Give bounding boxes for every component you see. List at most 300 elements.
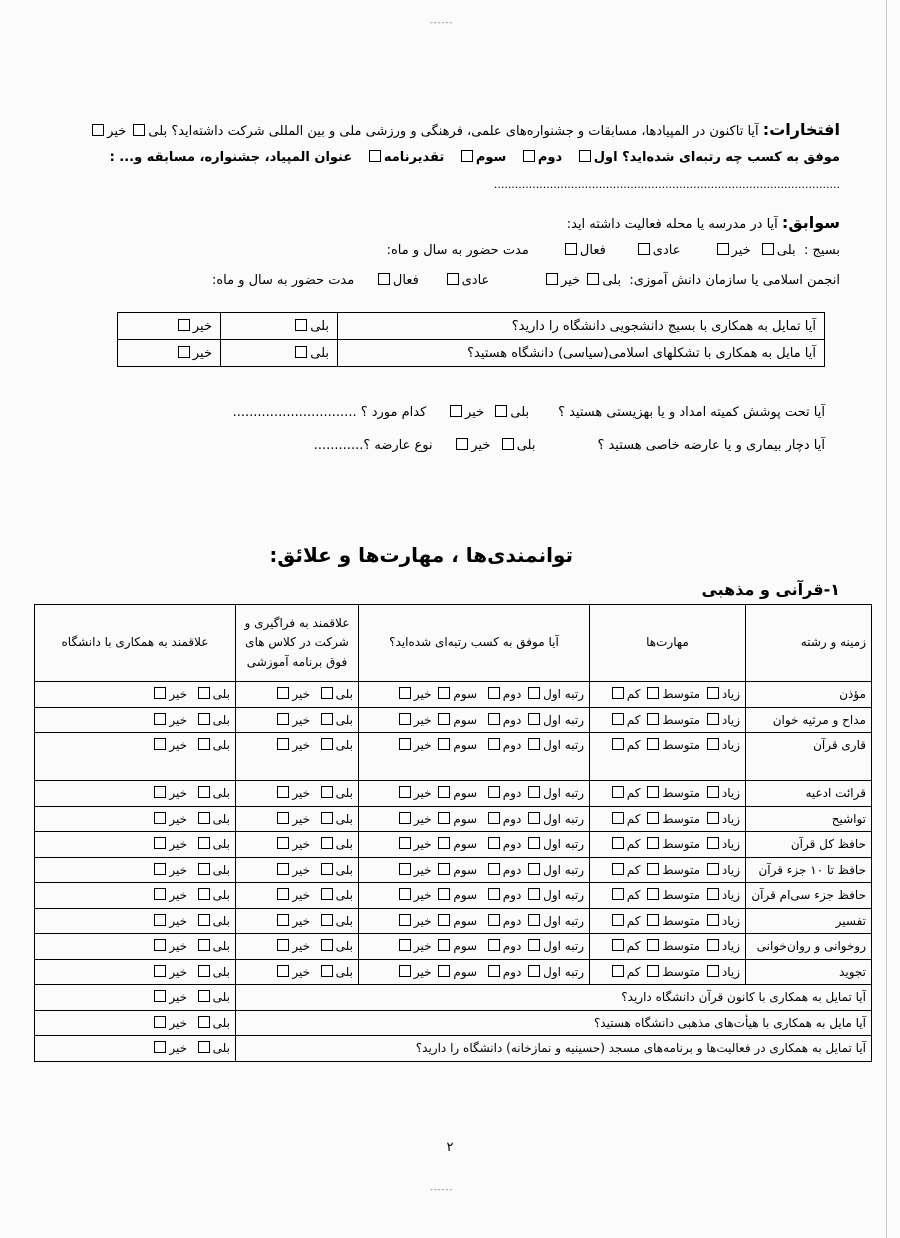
no-label: خیر <box>561 273 581 288</box>
training-yes-checkbox[interactable] <box>321 965 333 977</box>
high-checkbox[interactable] <box>707 965 719 977</box>
first-label: رتبه اول <box>543 862 584 877</box>
cooperation-table <box>117 312 825 367</box>
none-checkbox[interactable] <box>399 914 411 926</box>
first-rank-checkbox[interactable] <box>579 150 591 162</box>
coop-yes-checkbox[interactable] <box>198 812 210 824</box>
low-checkbox[interactable] <box>612 863 624 875</box>
coop-no-checkbox[interactable] <box>154 888 166 900</box>
first-checkbox[interactable] <box>528 965 540 977</box>
third-checkbox[interactable] <box>438 888 450 900</box>
third-checkbox[interactable] <box>438 738 450 750</box>
second-checkbox[interactable] <box>488 863 500 875</box>
third-checkbox[interactable] <box>438 939 450 951</box>
training-no-checkbox[interactable] <box>277 914 289 926</box>
coop-yes-checkbox[interactable] <box>198 738 210 750</box>
second-label: دوم <box>502 811 522 826</box>
first-label: رتبه اول <box>543 837 584 852</box>
yes-cell <box>221 340 338 367</box>
yes-checkbox[interactable] <box>198 1041 210 1053</box>
first-checkbox[interactable] <box>528 888 540 900</box>
none-checkbox[interactable] <box>399 863 411 875</box>
no-label: خیر <box>169 837 188 852</box>
basij-yes-checkbox[interactable] <box>762 243 774 255</box>
third-rank-checkbox[interactable] <box>461 150 473 162</box>
yes-label: بلی <box>335 712 353 727</box>
first-checkbox[interactable] <box>528 837 540 849</box>
no-label: خیر <box>292 913 311 928</box>
rank-cell <box>359 682 590 708</box>
islamic-line <box>40 273 840 288</box>
page-number: ۲ <box>446 1140 454 1155</box>
skills-cell <box>590 959 746 985</box>
high-checkbox[interactable] <box>707 812 719 824</box>
yes-label: بلی <box>212 862 230 877</box>
mid-checkbox[interactable] <box>647 939 659 951</box>
high-checkbox[interactable] <box>707 837 719 849</box>
no-label: خیر <box>731 243 751 258</box>
coop-yes-checkbox[interactable] <box>198 863 210 875</box>
yes-label: بلی <box>212 786 230 801</box>
second-label: دوم <box>502 837 522 852</box>
no-label: خیر <box>292 786 311 801</box>
coop-yes-checkbox[interactable] <box>198 914 210 926</box>
answer-cell <box>35 1036 236 1062</box>
illness-question: آیا دچار بیماری و یا عارضه خاصی هستید ؟ <box>597 438 825 453</box>
training-no-checkbox[interactable] <box>277 713 289 725</box>
table-row <box>35 781 872 807</box>
no-label: خیر <box>169 687 188 702</box>
third-checkbox[interactable] <box>438 786 450 798</box>
coop-no-checkbox[interactable] <box>154 713 166 725</box>
training-yes-checkbox[interactable] <box>321 687 333 699</box>
third-checkbox[interactable] <box>438 965 450 977</box>
no-checkbox[interactable] <box>154 1041 166 1053</box>
low-checkbox[interactable] <box>612 687 624 699</box>
mid-checkbox[interactable] <box>647 687 659 699</box>
table-row <box>35 1010 872 1036</box>
second-label: دوم <box>502 888 522 903</box>
table-row <box>35 985 872 1011</box>
first-checkbox[interactable] <box>528 914 540 926</box>
third-label: سوم <box>453 712 478 727</box>
mid-checkbox[interactable] <box>647 965 659 977</box>
low-label: کم <box>626 687 641 702</box>
training-no-checkbox[interactable] <box>277 687 289 699</box>
no-label: خیر <box>169 811 188 826</box>
basij-no-checkbox[interactable] <box>717 243 729 255</box>
yes-checkbox[interactable] <box>133 124 145 136</box>
third-label: سوم <box>453 964 478 979</box>
coop-no-checkbox[interactable] <box>154 863 166 875</box>
none-label: خیر <box>413 811 432 826</box>
first-checkbox[interactable] <box>528 863 540 875</box>
none-checkbox[interactable] <box>399 837 411 849</box>
no-label: خیر <box>169 862 188 877</box>
coop-no-checkbox[interactable] <box>154 837 166 849</box>
second-checkbox[interactable] <box>488 837 500 849</box>
active-label: فعال <box>392 273 419 288</box>
coop-no-checkbox[interactable] <box>154 965 166 977</box>
high-checkbox[interactable] <box>707 939 719 951</box>
low-checkbox[interactable] <box>612 888 624 900</box>
skills-cell <box>590 883 746 909</box>
none-checkbox[interactable] <box>399 965 411 977</box>
field-cell: حافظ تا ۱۰ جزء قرآن <box>746 857 872 883</box>
yes-label: بلی <box>310 345 329 361</box>
second-rank-checkbox[interactable] <box>523 150 535 162</box>
coop-yes-checkbox[interactable] <box>198 687 210 699</box>
none-label: خیر <box>413 687 432 702</box>
coop-yes-checkbox[interactable] <box>198 713 210 725</box>
active-label: فعال <box>579 243 606 258</box>
none-label: خیر <box>413 913 432 928</box>
second-label: دوم <box>502 964 522 979</box>
welfare-line-1 <box>233 405 825 420</box>
second-label: دوم <box>502 738 522 752</box>
no-cell <box>118 313 221 340</box>
training-no-checkbox[interactable] <box>277 939 289 951</box>
normal-label: عادی <box>461 273 490 288</box>
training-yes-checkbox[interactable] <box>321 738 333 750</box>
coop-no-checkbox[interactable] <box>154 914 166 926</box>
table-row <box>35 806 872 832</box>
training-yes-checkbox[interactable] <box>321 786 333 798</box>
training-yes-checkbox[interactable] <box>321 888 333 900</box>
table-row <box>35 682 872 708</box>
high-checkbox[interactable] <box>707 738 719 750</box>
none-checkbox[interactable] <box>399 812 411 824</box>
yes-label: بلی <box>212 1015 230 1030</box>
mid-checkbox[interactable] <box>647 863 659 875</box>
high-label: زیاد <box>721 862 740 877</box>
none-checkbox[interactable] <box>399 786 411 798</box>
coop-yes-checkbox[interactable] <box>198 837 210 849</box>
first-label: رتبه اول <box>543 786 584 801</box>
rank-cell <box>359 832 590 858</box>
none-label: خیر <box>413 862 432 877</box>
third-label: سوم <box>453 738 478 752</box>
high-label: زیاد <box>721 888 740 903</box>
training-yes-checkbox[interactable] <box>321 837 333 849</box>
second-checkbox[interactable] <box>488 738 500 750</box>
no-checkbox[interactable] <box>92 124 104 136</box>
mid-label: متوسط <box>662 712 701 727</box>
yes-label: بلی <box>510 405 530 420</box>
cooperation-question: آیا مایل به همکاری با تشکلهای اسلامی(سیاسی) دانشگاه هستید؟ <box>338 340 825 367</box>
appreciation-checkbox[interactable] <box>369 150 381 162</box>
third-checkbox[interactable] <box>438 713 450 725</box>
cooperation-cell <box>35 832 236 858</box>
training-cell <box>236 806 359 832</box>
table-row <box>35 883 872 909</box>
third-label: سوم <box>475 150 507 165</box>
third-label: سوم <box>453 888 478 903</box>
low-label: کم <box>626 939 641 954</box>
none-label: خیر <box>413 837 432 852</box>
mid-label: متوسط <box>662 687 701 702</box>
sub-title: ۱-قرآنی و مذهبی <box>701 580 840 599</box>
coop-no-checkbox[interactable] <box>154 939 166 951</box>
training-yes-checkbox[interactable] <box>321 863 333 875</box>
rank-header: آیا موفق به کسب رتبه‌ای شده‌اید؟ <box>359 605 590 682</box>
low-checkbox[interactable] <box>612 837 624 849</box>
mid-checkbox[interactable] <box>647 738 659 750</box>
yes-label: بلی <box>212 939 230 954</box>
none-checkbox[interactable] <box>399 939 411 951</box>
training-no-checkbox[interactable] <box>277 812 289 824</box>
low-checkbox[interactable] <box>612 713 624 725</box>
no-checkbox[interactable] <box>154 990 166 1002</box>
no-label: خیر <box>292 687 311 702</box>
cooperation-cell <box>35 959 236 985</box>
appreciation-label: تقدیرنامه <box>383 150 445 165</box>
islamic-active-checkbox[interactable] <box>378 273 390 285</box>
welfare-which: کدام مورد ؟ .............................. <box>232 405 427 420</box>
mid-checkbox[interactable] <box>647 812 659 824</box>
no-checkbox[interactable] <box>178 346 190 358</box>
cooperation-cell <box>35 857 236 883</box>
high-checkbox[interactable] <box>707 914 719 926</box>
rank-cell <box>359 781 590 807</box>
first-label: رتبه اول <box>543 811 584 826</box>
high-label: زیاد <box>721 712 740 727</box>
low-checkbox[interactable] <box>612 738 624 750</box>
third-checkbox[interactable] <box>438 687 450 699</box>
field-cell: قرائت ادعیه <box>746 781 872 807</box>
cooperation-cell <box>35 733 236 781</box>
quran-skills-table <box>34 604 872 1062</box>
second-checkbox[interactable] <box>488 939 500 951</box>
coop-no-checkbox[interactable] <box>154 687 166 699</box>
welfare-no-checkbox[interactable] <box>450 405 462 417</box>
cooperation-cell <box>35 883 236 909</box>
illness-no-checkbox[interactable] <box>456 438 468 450</box>
mid-checkbox[interactable] <box>647 914 659 926</box>
table-row <box>118 313 825 340</box>
high-checkbox[interactable] <box>707 863 719 875</box>
second-checkbox[interactable] <box>488 914 500 926</box>
achievements-label: افتخارات: <box>762 120 840 139</box>
training-no-checkbox[interactable] <box>277 786 289 798</box>
low-checkbox[interactable] <box>612 939 624 951</box>
first-checkbox[interactable] <box>528 713 540 725</box>
field-header: زمینه و رشته <box>746 605 872 682</box>
mid-checkbox[interactable] <box>647 786 659 798</box>
basij-normal-checkbox[interactable] <box>638 243 650 255</box>
skills-cell <box>590 682 746 708</box>
mid-checkbox[interactable] <box>647 713 659 725</box>
second-label: دوم <box>502 913 522 928</box>
training-cell <box>236 733 359 781</box>
high-label: زیاد <box>721 738 740 752</box>
high-checkbox[interactable] <box>707 687 719 699</box>
illness-line <box>314 438 825 453</box>
yes-label: بلی <box>335 888 353 903</box>
duration-label: مدت حضور به سال و ماه: <box>386 243 529 258</box>
third-label: سوم <box>453 837 478 852</box>
low-label: کم <box>626 888 641 903</box>
first-checkbox[interactable] <box>528 786 540 798</box>
low-checkbox[interactable] <box>612 914 624 926</box>
training-cell <box>236 908 359 934</box>
first-label: رتبه اول <box>543 687 584 702</box>
first-checkbox[interactable] <box>528 812 540 824</box>
second-checkbox[interactable] <box>488 713 500 725</box>
second-label: دوم <box>502 687 522 702</box>
yes-label: بلی <box>212 913 230 928</box>
training-no-checkbox[interactable] <box>277 738 289 750</box>
answer-cell <box>35 1010 236 1036</box>
low-checkbox[interactable] <box>612 786 624 798</box>
second-label: دوم <box>537 150 563 165</box>
first-checkbox[interactable] <box>528 687 540 699</box>
high-checkbox[interactable] <box>707 713 719 725</box>
no-label: خیر <box>292 964 311 979</box>
third-label: سوم <box>453 811 478 826</box>
low-checkbox[interactable] <box>612 812 624 824</box>
mid-label: متوسط <box>662 837 701 852</box>
achievements-question: آیا تاکنون در المپیادها، مسابقات و جشنواره‌های علمی، فرهنگی و ورزشی ملی و بین المللی شرکت داشته‌اید؟ <box>171 124 759 139</box>
no-checkbox[interactable] <box>154 1016 166 1028</box>
header-mark: ------ <box>430 18 454 27</box>
table-header-row <box>35 605 872 682</box>
mid-label: متوسط <box>662 939 701 954</box>
skills-header: مهارت‌ها <box>590 605 746 682</box>
yes-label: بلی <box>212 837 230 852</box>
islamic-normal-checkbox[interactable] <box>447 273 459 285</box>
illness-yes-checkbox[interactable] <box>502 438 514 450</box>
none-checkbox[interactable] <box>399 713 411 725</box>
third-checkbox[interactable] <box>438 837 450 849</box>
field-cell: تجوید <box>746 959 872 985</box>
illness-type: نوع عارضه ؟............ <box>313 438 433 453</box>
training-yes-checkbox[interactable] <box>321 914 333 926</box>
skills-cell <box>590 857 746 883</box>
cooperation-header: علاقمند به همکاری با دانشگاه <box>35 605 236 682</box>
rank-question: موفق به کسب چه رتبه‌ای شده‌اید؟ اول <box>593 150 840 165</box>
training-no-checkbox[interactable] <box>277 863 289 875</box>
training-no-checkbox[interactable] <box>277 888 289 900</box>
field-cell: تفسیر <box>746 908 872 934</box>
islamic-no-checkbox[interactable] <box>546 273 558 285</box>
yes-label: بلی <box>335 837 353 852</box>
high-label: زیاد <box>721 837 740 852</box>
high-checkbox[interactable] <box>707 786 719 798</box>
training-yes-checkbox[interactable] <box>321 713 333 725</box>
training-yes-checkbox[interactable] <box>321 939 333 951</box>
yes-label: بلی <box>602 273 622 288</box>
field-cell: حافظ جزء سی‌ام قرآن <box>746 883 872 909</box>
yes-label: بلی <box>310 318 329 334</box>
yes-label: بلی <box>212 990 230 1005</box>
training-cell <box>236 781 359 807</box>
background-question: آیا در مدرسه یا محله فعالیت داشته اید: <box>566 217 778 232</box>
training-no-checkbox[interactable] <box>277 965 289 977</box>
second-checkbox[interactable] <box>488 786 500 798</box>
no-label: خیر <box>169 738 188 752</box>
none-checkbox[interactable] <box>399 888 411 900</box>
achievements-dots: ................................................................................................... <box>493 178 840 191</box>
no-label: خیر <box>292 811 311 826</box>
low-checkbox[interactable] <box>612 965 624 977</box>
yes-checkbox[interactable] <box>295 319 307 331</box>
coop-yes-checkbox[interactable] <box>198 786 210 798</box>
mid-label: متوسط <box>662 913 701 928</box>
basij-label: بسیج : <box>803 243 840 258</box>
coop-no-checkbox[interactable] <box>154 786 166 798</box>
training-no-checkbox[interactable] <box>277 837 289 849</box>
yes-checkbox[interactable] <box>198 1016 210 1028</box>
no-label: خیر <box>471 438 491 453</box>
yes-label: بلی <box>335 964 353 979</box>
table-row <box>35 832 872 858</box>
yes-checkbox[interactable] <box>198 990 210 1002</box>
answer-cell <box>35 985 236 1011</box>
basij-active-checkbox[interactable] <box>565 243 577 255</box>
welfare-yes-checkbox[interactable] <box>495 405 507 417</box>
no-label: خیر <box>464 405 485 420</box>
rank-cell <box>359 733 590 781</box>
yes-label: بلی <box>335 786 353 801</box>
third-checkbox[interactable] <box>438 812 450 824</box>
second-checkbox[interactable] <box>488 687 500 699</box>
no-label: خیر <box>169 786 188 801</box>
second-checkbox[interactable] <box>488 888 500 900</box>
third-checkbox[interactable] <box>438 914 450 926</box>
second-label: دوم <box>502 712 522 727</box>
training-header: علاقمند به فراگیری و شرکت در کلاس های فوق برنامه آموزشی <box>236 605 359 682</box>
no-checkbox[interactable] <box>178 319 190 331</box>
background-label: سوابق: <box>781 213 840 232</box>
question-cell: آیا مایل به همکاری با هیأت‌های مذهبی دانشگاه هستید؟ <box>236 1010 872 1036</box>
mid-checkbox[interactable] <box>647 888 659 900</box>
coop-yes-checkbox[interactable] <box>198 965 210 977</box>
coop-no-checkbox[interactable] <box>154 812 166 824</box>
training-cell <box>236 707 359 733</box>
mid-checkbox[interactable] <box>647 837 659 849</box>
no-label: خیر <box>169 712 188 727</box>
no-label: خیر <box>169 1015 188 1030</box>
yes-label: بلی <box>212 1041 230 1056</box>
second-label: دوم <box>502 939 522 954</box>
low-label: کم <box>626 837 641 852</box>
yes-checkbox[interactable] <box>295 346 307 358</box>
none-label: خیر <box>413 712 432 727</box>
no-label: خیر <box>169 990 188 1005</box>
none-checkbox[interactable] <box>399 687 411 699</box>
first-checkbox[interactable] <box>528 738 540 750</box>
rank-cell <box>359 883 590 909</box>
field-cell: حافظ کل قرآن <box>746 832 872 858</box>
none-checkbox[interactable] <box>399 738 411 750</box>
skills-cell <box>590 733 746 781</box>
skills-cell <box>590 707 746 733</box>
first-checkbox[interactable] <box>528 939 540 951</box>
second-checkbox[interactable] <box>488 965 500 977</box>
high-checkbox[interactable] <box>707 888 719 900</box>
islamic-yes-checkbox[interactable] <box>587 273 599 285</box>
coop-no-checkbox[interactable] <box>154 738 166 750</box>
mid-label: متوسط <box>662 811 701 826</box>
cooperation-cell <box>35 781 236 807</box>
coop-yes-checkbox[interactable] <box>198 888 210 900</box>
second-checkbox[interactable] <box>488 812 500 824</box>
coop-yes-checkbox[interactable] <box>198 939 210 951</box>
no-label: خیر <box>169 939 188 954</box>
third-checkbox[interactable] <box>438 863 450 875</box>
training-yes-checkbox[interactable] <box>321 812 333 824</box>
